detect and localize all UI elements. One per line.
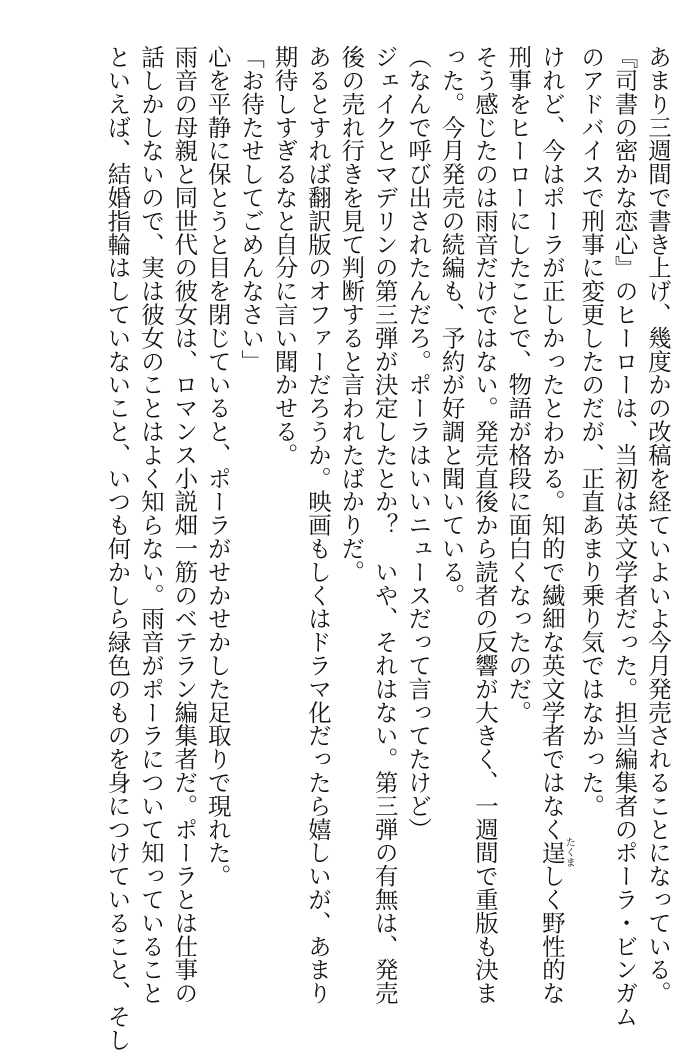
text-line-16: 話しかしないので、実は彼女のことはよく知らない。雨音がポーラについて知っていること: [136, 45, 165, 1005]
text-line-10: 後の売れ行きを見て判断すると言われたばかりだ。: [337, 45, 366, 584]
vertical-text-block: [100, 45, 674, 1051]
ruby-word: [537, 837, 575, 868]
text-line-15: 雨音の母親と同世代の彼女は、ロマンス小説畑一筋のベテラン編集者だ。ポーラとは仕事の: [170, 45, 199, 1005]
text-line-5: 刑事をヒーローにしたことで、物語が格段に面白くなったのだ。: [504, 45, 533, 724]
text-line-13: 「お待たせしてごめんなさい」: [237, 45, 266, 373]
text-line-9: ジェイクとマデリンの第三弾が決定したとか？ いや、それはない。第三弾の有無は、発売: [370, 45, 399, 1005]
text-line-3: のアドバイスで刑事に変更したのだが、正直あまり乗り気ではなかった。: [577, 45, 606, 818]
text-line-4: [534, 45, 575, 1005]
ruby-reading: たくま: [563, 837, 575, 868]
ruby-base: 逞: [537, 837, 566, 868]
text-line-8: （なんで呼び出されたんだろ。ポーラはいいニュースだって言ってたけど）: [404, 45, 433, 841]
text-line-17: といえば、結婚指輪はしていないこと、いつも何かしら緑色のものを身につけていること、そし: [103, 45, 132, 1051]
text-line-4-tail: しく野性的な: [537, 864, 566, 1005]
text-line-11: あるとすれば翻訳版のオファーだろうか。映画もしくはドラマ化だったら嬉しいが、あまり: [303, 45, 332, 1005]
text-line-7: った。今月発売の続編も、予約が好調と聞いている。: [437, 45, 466, 607]
text-line-4-head: けれど、今はポーラが正しかったとわかる。知的で繊細な英文学者ではなく: [537, 45, 566, 841]
text-line-6: そう感じたのは雨音だけではない。発売直後から読者の反響が大きく、一週間で重版も決ま: [470, 45, 499, 1005]
text-line-12: 期待しすぎるなと自分に言い聞かせる。: [270, 45, 299, 467]
text-line-14: 心を平静に保とうと目を閉じていると、ポーラがせかせかした足取りで現れた。: [203, 45, 232, 888]
text-line-2: 『司書の密かな恋心』のヒーローは、当初は英文学者だった。担当編集者のポーラ・ビンガム: [610, 45, 639, 1028]
text-line-1: あまり三週間で書き上げ、幾度かの改稿を経ていよいよ今月発売されることになっている。: [644, 45, 672, 1005]
